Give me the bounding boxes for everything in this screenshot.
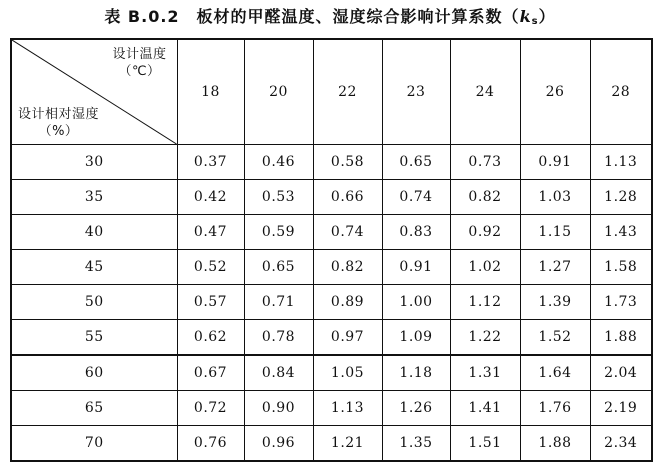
coefficient-cell: 1.52 (520, 320, 590, 356)
row-header-humidity: 60 (11, 355, 177, 391)
coefficient-cell: 0.67 (177, 355, 244, 391)
coefficient-cell: 0.37 (177, 145, 244, 180)
table-row (11, 250, 652, 285)
table-title-prefix: 表 B.0.2 板材的甲醛温度、湿度综合影响计算系数（ (104, 7, 520, 26)
coefficient-cell: 0.90 (244, 391, 313, 426)
coefficient-cell: 1.02 (450, 250, 520, 285)
table-row (11, 145, 652, 180)
coefficient-cell: 1.43 (590, 215, 652, 250)
coefficient-cell: 0.65 (382, 145, 450, 180)
table-title-suffix: ） (538, 7, 556, 26)
coefficient-cell: 2.34 (590, 426, 652, 462)
humidity-label: 设计相对湿度 (18, 107, 100, 122)
coefficient-cell: 1.35 (382, 426, 450, 462)
coefficient-cell: 0.89 (313, 285, 382, 320)
coefficient-cell: 0.73 (450, 145, 520, 180)
coefficient-cell: 0.74 (382, 180, 450, 215)
coefficient-cell: 0.59 (244, 215, 313, 250)
coefficient-cell: 0.58 (313, 145, 382, 180)
coefficient-cell: 1.05 (313, 355, 382, 391)
coefficient-cell: 0.78 (244, 320, 313, 356)
coefficient-cell: 0.82 (313, 250, 382, 285)
coefficient-cell: 1.18 (382, 355, 450, 391)
column-header-temperature: 20 (244, 39, 313, 145)
row-header-humidity: 45 (11, 250, 177, 285)
coefficient-cell: 0.92 (450, 215, 520, 250)
coefficient-cell: 0.65 (244, 250, 313, 285)
coefficient-cell: 0.96 (244, 426, 313, 462)
table-row (11, 285, 652, 320)
coefficient-cell: 2.19 (590, 391, 652, 426)
table-row (11, 320, 652, 356)
coefficient-cell: 0.84 (244, 355, 313, 391)
coefficient-cell: 0.91 (520, 145, 590, 180)
coefficient-cell: 1.12 (450, 285, 520, 320)
coefficient-cell: 1.21 (313, 426, 382, 462)
coefficient-cell: 1.73 (590, 285, 652, 320)
coefficient-subscript: s (531, 16, 539, 27)
coefficient-cell: 0.46 (244, 145, 313, 180)
coefficient-cell: 1.00 (382, 285, 450, 320)
table-row (11, 355, 652, 391)
corner-header-cell (11, 39, 177, 145)
coefficient-cell: 1.39 (520, 285, 590, 320)
row-header-humidity: 55 (11, 320, 177, 356)
coefficient-cell: 1.26 (382, 391, 450, 426)
coefficient-cell: 0.82 (450, 180, 520, 215)
column-header-temperature: 24 (450, 39, 520, 145)
row-header-humidity: 70 (11, 426, 177, 462)
coefficient-cell: 0.72 (177, 391, 244, 426)
coefficient-cell: 0.66 (313, 180, 382, 215)
header-row (11, 39, 652, 145)
coefficient-cell: 1.88 (590, 320, 652, 356)
coefficient-cell: 1.76 (520, 391, 590, 426)
column-header-temperature: 23 (382, 39, 450, 145)
coefficient-cell: 1.51 (450, 426, 520, 462)
coefficient-cell: 0.57 (177, 285, 244, 320)
coefficient-symbol: k (519, 7, 532, 26)
coefficient-cell: 1.09 (382, 320, 450, 356)
table-row (11, 215, 652, 250)
coefficient-cell: 0.47 (177, 215, 244, 250)
coefficient-cell: 1.41 (450, 391, 520, 426)
column-header-temperature: 22 (313, 39, 382, 145)
coefficient-cell: 0.62 (177, 320, 244, 356)
row-header-humidity: 65 (11, 391, 177, 426)
coefficient-cell: 1.13 (313, 391, 382, 426)
humidity-unit: （%） (38, 124, 79, 139)
coefficient-cell: 0.52 (177, 250, 244, 285)
temperature-axis-label (112, 46, 166, 80)
coefficient-cell: 0.74 (313, 215, 382, 250)
column-header-temperature: 18 (177, 39, 244, 145)
temperature-unit: （℃） (118, 64, 161, 79)
coefficient-cell: 1.03 (520, 180, 590, 215)
coefficient-table (10, 38, 653, 462)
column-header-temperature: 28 (590, 39, 652, 145)
coefficient-cell: 1.28 (590, 180, 652, 215)
row-header-humidity: 50 (11, 285, 177, 320)
humidity-axis-label (18, 106, 99, 140)
coefficient-cell: 0.97 (313, 320, 382, 356)
coefficient-cell: 0.83 (382, 215, 450, 250)
row-header-humidity: 30 (11, 145, 177, 180)
coefficient-cell: 1.88 (520, 426, 590, 462)
coefficient-cell: 0.53 (244, 180, 313, 215)
temperature-label: 设计温度 (112, 47, 167, 62)
coefficient-cell: 1.15 (520, 215, 590, 250)
coefficient-cell: 1.31 (450, 355, 520, 391)
coefficient-cell: 1.58 (590, 250, 652, 285)
table-row (11, 391, 652, 426)
coefficient-cell: 0.76 (177, 426, 244, 462)
coefficient-cell: 0.71 (244, 285, 313, 320)
coefficient-cell: 1.13 (590, 145, 652, 180)
coefficient-cell: 1.22 (450, 320, 520, 356)
table-title (0, 7, 660, 32)
table-row (11, 426, 652, 462)
coefficient-cell: 0.42 (177, 180, 244, 215)
row-header-humidity: 35 (11, 180, 177, 215)
coefficient-cell: 0.91 (382, 250, 450, 285)
table-row (11, 180, 652, 215)
coefficient-cell: 1.27 (520, 250, 590, 285)
coefficient-cell: 1.64 (520, 355, 590, 391)
coefficient-cell: 2.04 (590, 355, 652, 391)
row-header-humidity: 40 (11, 215, 177, 250)
column-header-temperature: 26 (520, 39, 590, 145)
